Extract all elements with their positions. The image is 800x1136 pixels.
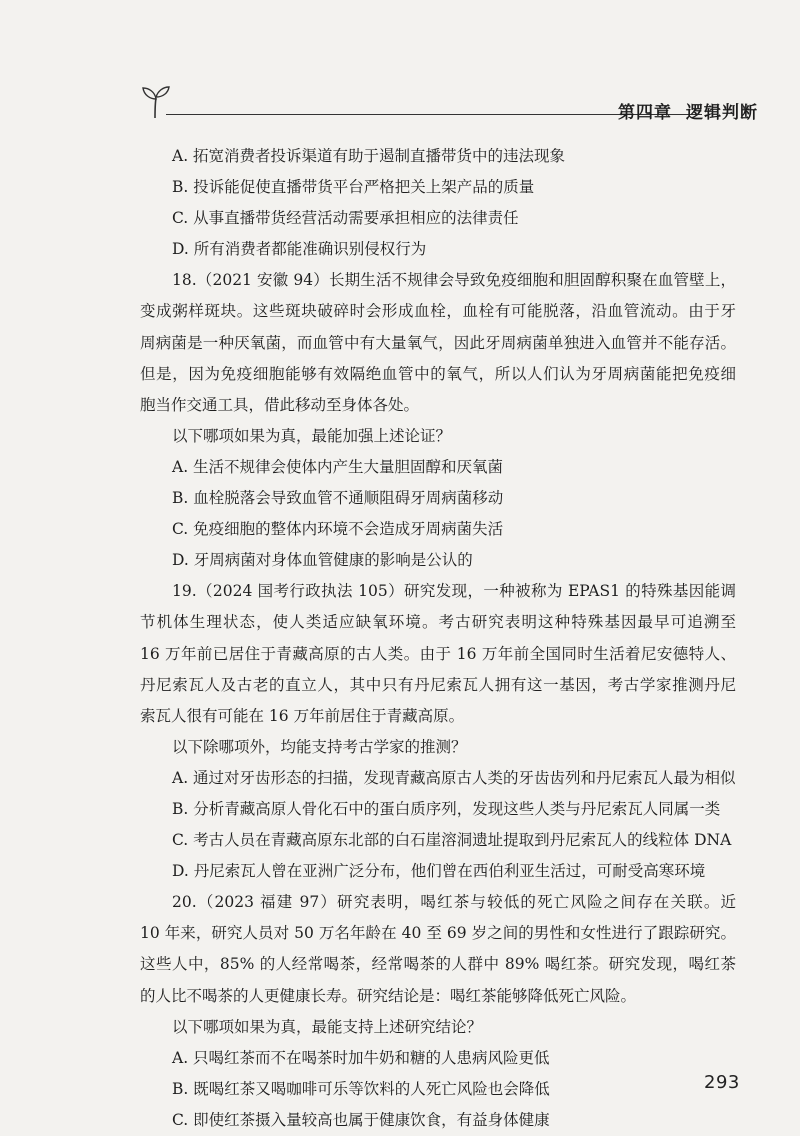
page-number: 293 (704, 1072, 740, 1093)
text-line: C. 免疫细胞的整体内环境不会造成牙周病菌失活 (172, 520, 504, 539)
text-line: D. 牙周病菌对身体血管健康的影响是公认的 (172, 551, 473, 570)
text-line: A. 生活不规律会使体内产生大量胆固醇和厌氧菌 (172, 457, 504, 476)
text-line: B. 既喝红茶又喝咖啡可乐等饮料的人死亡风险也会降低 (172, 1079, 550, 1098)
text-line: 这些人中，85% 的人经常喝茶，经常喝茶的人群中 89% 喝红茶。研究发现，喝红茶 (140, 955, 736, 974)
text-line: 丹尼索瓦人及古老的直立人，其中只有丹尼索瓦人拥有这一基因，考古学家推测丹尼 (140, 675, 736, 694)
text-line: 以下哪项如果为真，最能加强上述论证？ (172, 426, 452, 445)
text-line: C. 从事直播带货经营活动需要承担相应的法律责任 (172, 209, 519, 228)
text-line: 19.（2024 国考行政执法 105）研究发现，一种被称为 EPAS1 的特殊基因能调 (172, 582, 736, 601)
text-line: 索瓦人很有可能在 16 万年前居住于青藏高原。 (140, 706, 465, 725)
text-line: 以下哪项如果为真，最能支持上述研究结论？ (172, 1017, 483, 1036)
chapter-number: 第四章 (618, 103, 672, 123)
text-line: 16 万年前已居住于青藏高原的古人类。由于 16 万年前全国同时生活着尼安德特人、 (140, 644, 736, 663)
text-line: 10 年来，研究人员对 50 万名年龄在 40 至 69 岁之间的男性和女性进行了跟踪研究。 (140, 924, 736, 943)
text-line: 周病菌是一种厌氧菌，而血管中有大量氧气，因此牙周病菌单独进入血管并不能存活。 (140, 333, 736, 352)
text-line: 节机体生理状态，使人类适应缺氧环境。考古研究表明这种特殊基因最早可追溯至 (140, 613, 736, 632)
text-line: 变成粥样斑块。这些斑块破碎时会形成血栓，血栓有可能脱落，沿血管流动。由于牙 (140, 302, 736, 321)
page-body (140, 141, 736, 1136)
text-line: D. 丹尼索瓦人曾在亚洲广泛分布，他们曾在西伯利亚生活过，可耐受高寒环境 (172, 862, 706, 881)
text-line: C. 考古人员在青藏高原东北部的白石崖溶洞遗址提取到丹尼索瓦人的线粒体 DNA (172, 831, 732, 850)
text-line: A. 拓宽消费者投诉渠道有助于遏制直播带货中的违法现象 (172, 147, 566, 165)
text-line: 的人比不喝茶的人更健康长寿。研究结论是：喝红茶能够降低死亡风险。 (140, 986, 637, 1005)
text-line: 以下除哪项外，均能支持考古学家的推测？ (172, 737, 467, 756)
text-line: B. 投诉能促使直播带货平台严格把关上架产品的质量 (172, 178, 535, 197)
text-line: B. 血栓脱落会导致血管不通顺阻碍牙周病菌移动 (172, 489, 504, 508)
text-line: 胞当作交通工具，借此移动至身体各处。 (140, 395, 420, 414)
chapter-title: 逻辑判断 (686, 103, 758, 123)
text-line: A. 通过对牙齿形态的扫描，发现青藏高原古人类的牙齿齿列和丹尼索瓦人最为相似 (172, 768, 736, 787)
chapter-heading (618, 98, 758, 123)
page-header (138, 82, 758, 122)
text-line: C. 即使红茶摄入量较高也属于健康饮食，有益身体健康 (172, 1110, 550, 1129)
text-line: D. 所有消费者都能准确识别侵权行为 (172, 240, 427, 259)
text-line: A. 只喝红茶而不在喝茶时加牛奶和糖的人患病风险更低 (172, 1048, 550, 1067)
text-line: 18.（2021 安徽 94）长期生活不规律会导致免疫细胞和胆固醇积聚在血管壁上， (172, 271, 736, 290)
text-line: 但是，因为免疫细胞能够有效隔绝血管中的氧气，所以人们认为牙周病菌能把免疫细 (140, 364, 736, 383)
text-line: B. 分析青藏高原人骨化石中的蛋白质序列，发现这些人类与丹尼索瓦人同属一类 (172, 799, 721, 818)
text-line: 20.（2023 福建 97）研究表明，喝红茶与较低的死亡风险之间存在关联。近 (172, 893, 736, 912)
